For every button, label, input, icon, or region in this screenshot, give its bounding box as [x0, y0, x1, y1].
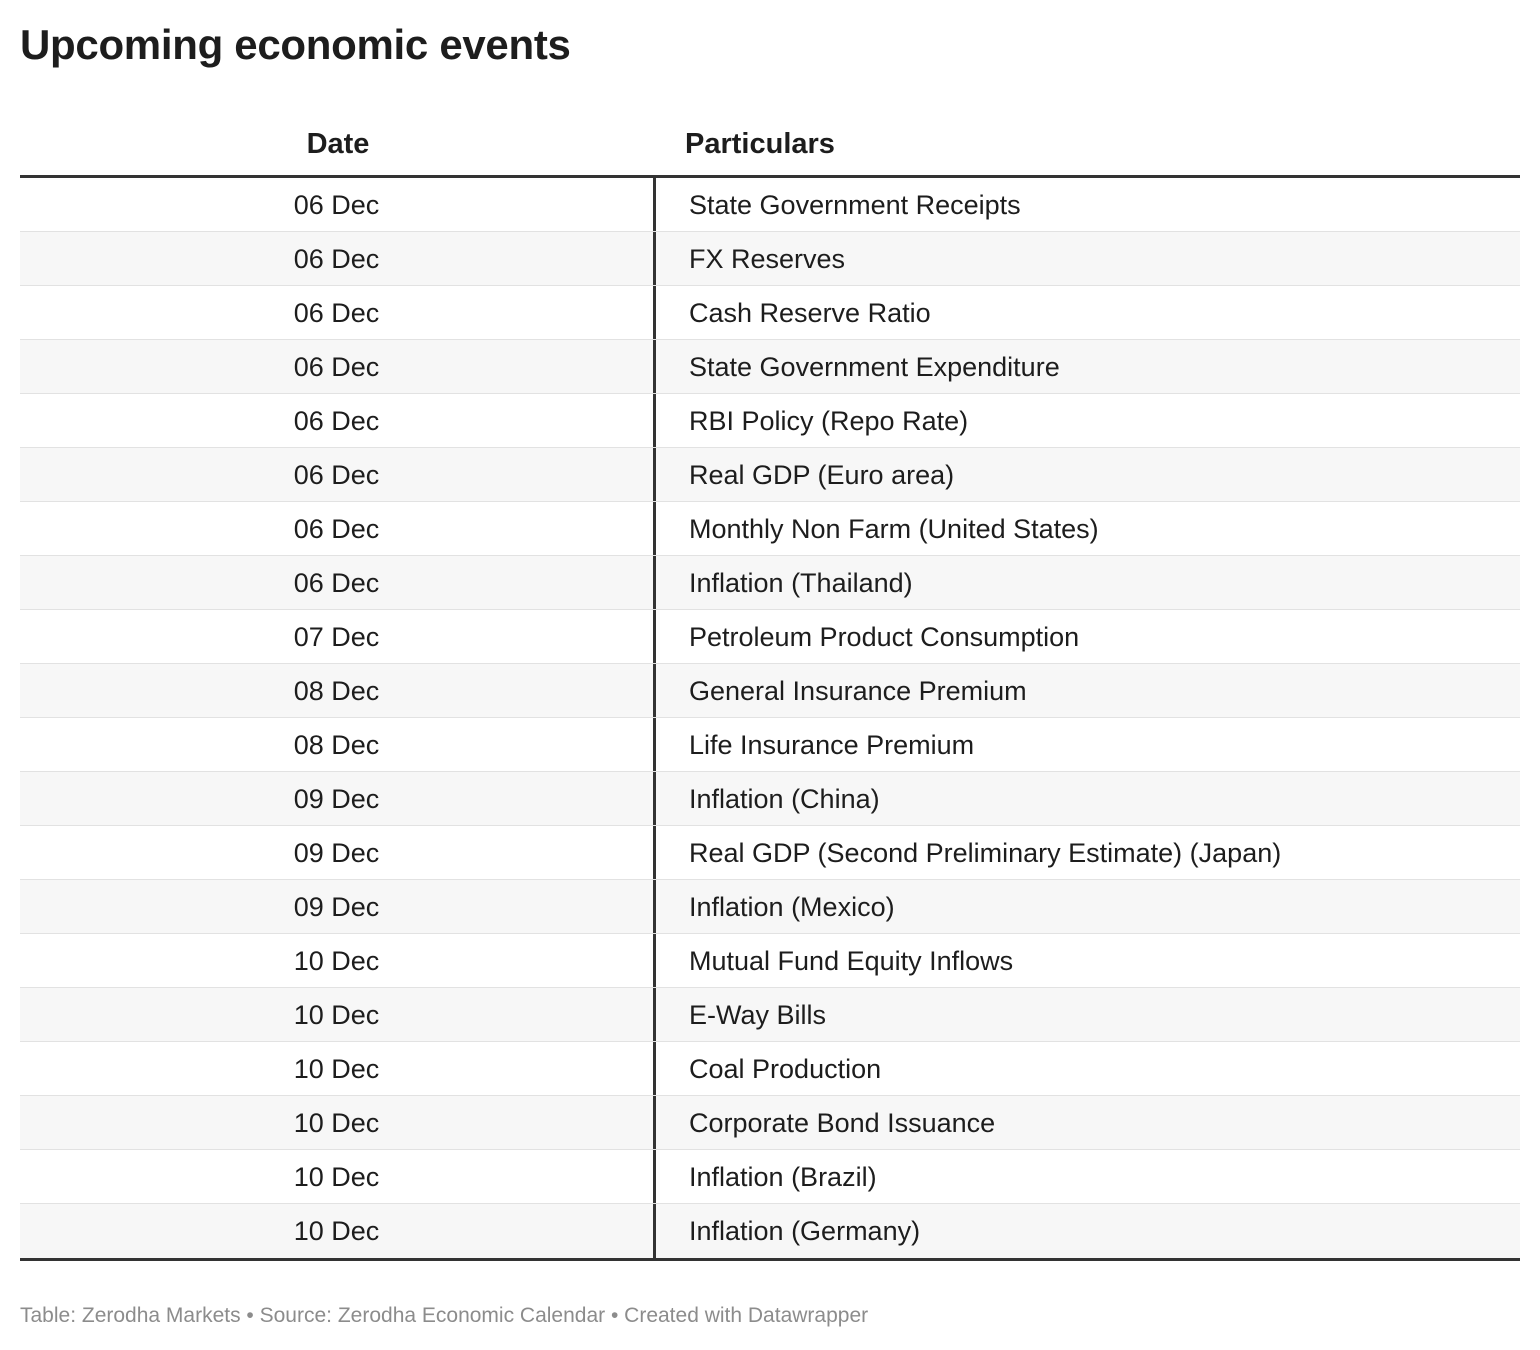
cell-date: 06 Dec — [20, 178, 656, 231]
cell-date: 08 Dec — [20, 664, 656, 717]
cell-date: 10 Dec — [20, 988, 656, 1041]
table-row — [20, 448, 1520, 502]
table-row — [20, 826, 1520, 880]
cell-date: 06 Dec — [20, 340, 656, 393]
table-row — [20, 340, 1520, 394]
cell-particulars: Mutual Fund Equity Inflows — [689, 946, 1014, 976]
cell-date: 10 Dec — [20, 1042, 656, 1095]
table-row — [20, 664, 1520, 718]
table-row — [20, 880, 1520, 934]
cell-particulars: Inflation (Brazil) — [689, 1162, 877, 1192]
cell-date: 10 Dec — [20, 934, 656, 987]
cell-particulars: E-Way Bills — [689, 1000, 827, 1030]
table-row — [20, 502, 1520, 556]
table-footer-credits: Table: Zerodha Markets • Source: Zerodha Economic Calendar • Created with Datawrapper — [20, 1304, 869, 1327]
cell-particulars: General Insurance Premium — [689, 676, 1027, 706]
cell-particulars: Inflation (Germany) — [689, 1216, 921, 1246]
table-row — [20, 610, 1520, 664]
cell-date: 09 Dec — [20, 826, 656, 879]
cell-date: 07 Dec — [20, 610, 656, 663]
cell-particulars: State Government Receipts — [689, 190, 1021, 220]
table-row — [20, 1150, 1520, 1204]
table-body — [20, 178, 1520, 1261]
column-header-particulars: Particulars — [685, 128, 835, 160]
cell-date: 06 Dec — [20, 502, 656, 555]
cell-date: 10 Dec — [20, 1150, 656, 1203]
table-title: Upcoming economic events — [20, 21, 571, 68]
cell-particulars: Inflation (Mexico) — [689, 892, 895, 922]
cell-particulars: FX Reserves — [689, 244, 846, 274]
cell-particulars: Inflation (China) — [689, 784, 880, 814]
table-row — [20, 934, 1520, 988]
cell-particulars: Monthly Non Farm (United States) — [689, 514, 1099, 544]
cell-particulars: Corporate Bond Issuance — [689, 1108, 996, 1138]
cell-particulars: Inflation (Thailand) — [689, 568, 913, 598]
cell-date: 06 Dec — [20, 286, 656, 339]
cell-date: 08 Dec — [20, 718, 656, 771]
table-row — [20, 286, 1520, 340]
cell-particulars: Life Insurance Premium — [689, 730, 975, 760]
table-row — [20, 718, 1520, 772]
cell-particulars: Real GDP (Euro area) — [689, 460, 955, 490]
cell-date: 06 Dec — [20, 232, 656, 285]
events-table — [20, 116, 1520, 1261]
table-row — [20, 556, 1520, 610]
table-row — [20, 1204, 1520, 1258]
cell-date: 06 Dec — [20, 394, 656, 447]
column-header-date: Date — [306, 128, 370, 160]
cell-date: 10 Dec — [20, 1204, 656, 1258]
table-row — [20, 232, 1520, 286]
table-row — [20, 178, 1520, 232]
cell-date: 06 Dec — [20, 556, 656, 609]
table-row — [20, 988, 1520, 1042]
cell-particulars: Real GDP (Second Preliminary Estimate) (Japan) — [689, 838, 1282, 868]
table-header — [20, 116, 1520, 178]
cell-particulars: Coal Production — [689, 1054, 882, 1084]
cell-date: 06 Dec — [20, 448, 656, 501]
table-row — [20, 1042, 1520, 1096]
cell-date: 09 Dec — [20, 772, 656, 825]
table-row — [20, 394, 1520, 448]
cell-particulars: State Government Expenditure — [689, 352, 1060, 382]
cell-date: 09 Dec — [20, 880, 656, 933]
cell-date: 10 Dec — [20, 1096, 656, 1149]
table-row — [20, 772, 1520, 826]
table-row — [20, 1096, 1520, 1150]
cell-particulars: Petroleum Product Consumption — [689, 622, 1080, 652]
cell-particulars: Cash Reserve Ratio — [689, 298, 931, 328]
cell-particulars: RBI Policy (Repo Rate) — [689, 406, 969, 436]
